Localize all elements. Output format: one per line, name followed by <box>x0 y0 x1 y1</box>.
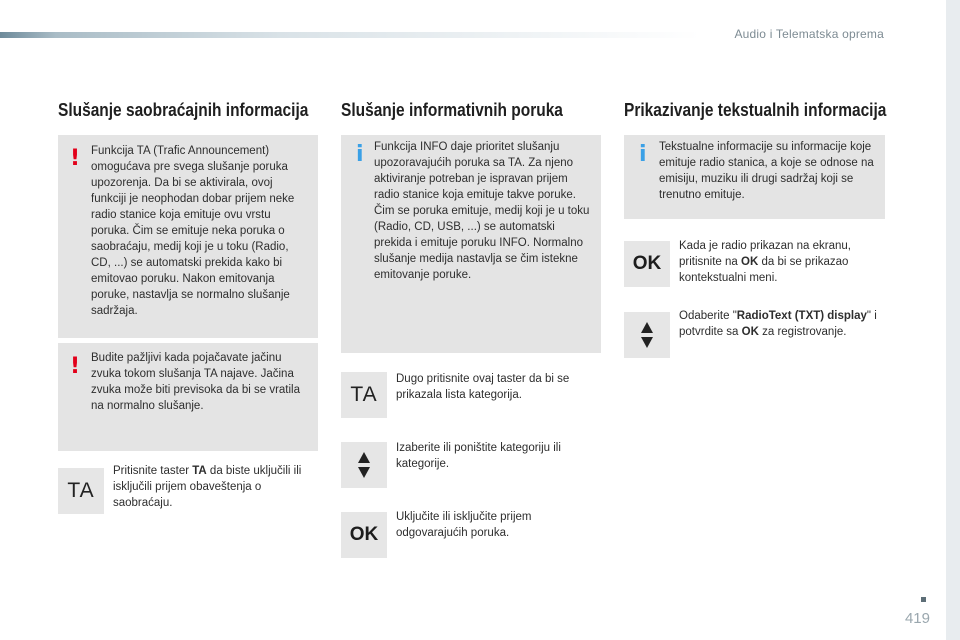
note-text: Funkcija INFO daje prioritet slušanju upozoravajućih poruka sa TA. Za njeno aktiviranje potreban je ispravan prijem radio stanice koja emituje takve poruke. Čim se poruka emituje, medij koji je u toku (Radio, CD, USB, ...) se automatski prekida i emituje poruku INFO. Normalno slušanje medija nastavlja se čim istekne emitovanje poruke. <box>374 141 590 281</box>
ok-toggle-instruction: Uključite ili isključite prijem odgovarajućih poruka. <box>396 511 532 539</box>
warning-note-ta <box>58 135 318 338</box>
radiotext-instruction: Odaberite "RadioText (TXT) display" i potvrdite sa OK za registrovanje. <box>679 310 877 338</box>
warning-icon: ! <box>70 146 81 171</box>
arrow-down-icon <box>641 337 653 348</box>
section-title: Audio i Telematska oprema <box>734 27 884 41</box>
ta-long-press-instruction: Dugo pritisnite ovaj taster da bi se prikazala lista kategorija. <box>396 373 570 401</box>
column-title-text: Prikazivanje tekstualnih informacija <box>624 100 887 120</box>
note-text: Budite pažljivi kada pojačavate jačinu zvuka tokom slušanja TA najave. Jačina zvuka može biti previsoka da bi se vratila na normalno slušanje. <box>91 352 301 412</box>
info-icon: i <box>356 142 364 167</box>
up-down-arrows-button[interactable] <box>624 312 670 358</box>
header-gradient-bar <box>0 32 700 38</box>
ta-button[interactable] <box>58 468 104 514</box>
ta-key-label: TA <box>350 383 378 406</box>
page-edge-strip <box>946 0 960 640</box>
ta-long-press-button[interactable] <box>341 372 387 418</box>
ta-toggle-instruction: Pritisnite taster TA da biste uključili ili isključili prijem obaveštenja o saobraćaju. <box>113 465 302 509</box>
warning-icon: ! <box>70 354 81 379</box>
note-text: Funkcija TA (Trafic Announcement) omogućava pre svega slušanje poruka upozorenja. Da bi se aktivirala, ovoj funkciji je neophodan dobar prijem neke radio stanice koja emituje ovu vrstu poruka. Čim se emituje neka poruka o saobraćaju, medij koji je u toku (Radio, CD, ...) se automatski prekida kako bi emitovao poruku. Nakon emitovanja poruke, nastavlja se normalno slušanje sadržaja. <box>91 145 295 317</box>
info-icon: i <box>639 142 647 167</box>
ta-key-label: TA <box>67 479 95 502</box>
up-down-arrows-button[interactable] <box>341 442 387 488</box>
note-text: Tekstualne informacije su informacije koje emituje radio stanica, a koje se odnose na emisiju, muziku ili drugi sadržaj koji se trenutno emituje. <box>659 141 874 201</box>
ok-button[interactable] <box>341 512 387 558</box>
ok-key-label: OK <box>632 253 662 274</box>
arrow-up-icon <box>641 322 653 333</box>
info-note-info-function <box>341 135 601 353</box>
column-title-traffic: Slušanje saobraćajnih informacija <box>58 100 309 120</box>
info-note-text-info <box>624 135 885 219</box>
arrow-up-icon <box>358 452 370 463</box>
warning-note-volume <box>58 343 318 451</box>
ok-key-label: OK <box>349 524 379 545</box>
ok-button[interactable] <box>624 241 670 287</box>
page-marker <box>921 597 926 602</box>
category-select-instruction: Izaberite ili poništite kategoriju ili kategorije. <box>396 442 561 470</box>
arrow-down-icon <box>358 467 370 478</box>
context-menu-instruction: Kada je radio prikazan na ekranu, pritisnite na OK da bi se prikazao kontekstualni meni. <box>679 240 851 284</box>
column-title-info: Slušanje informativnih poruka <box>341 100 563 120</box>
page-number: 419 <box>904 610 930 627</box>
